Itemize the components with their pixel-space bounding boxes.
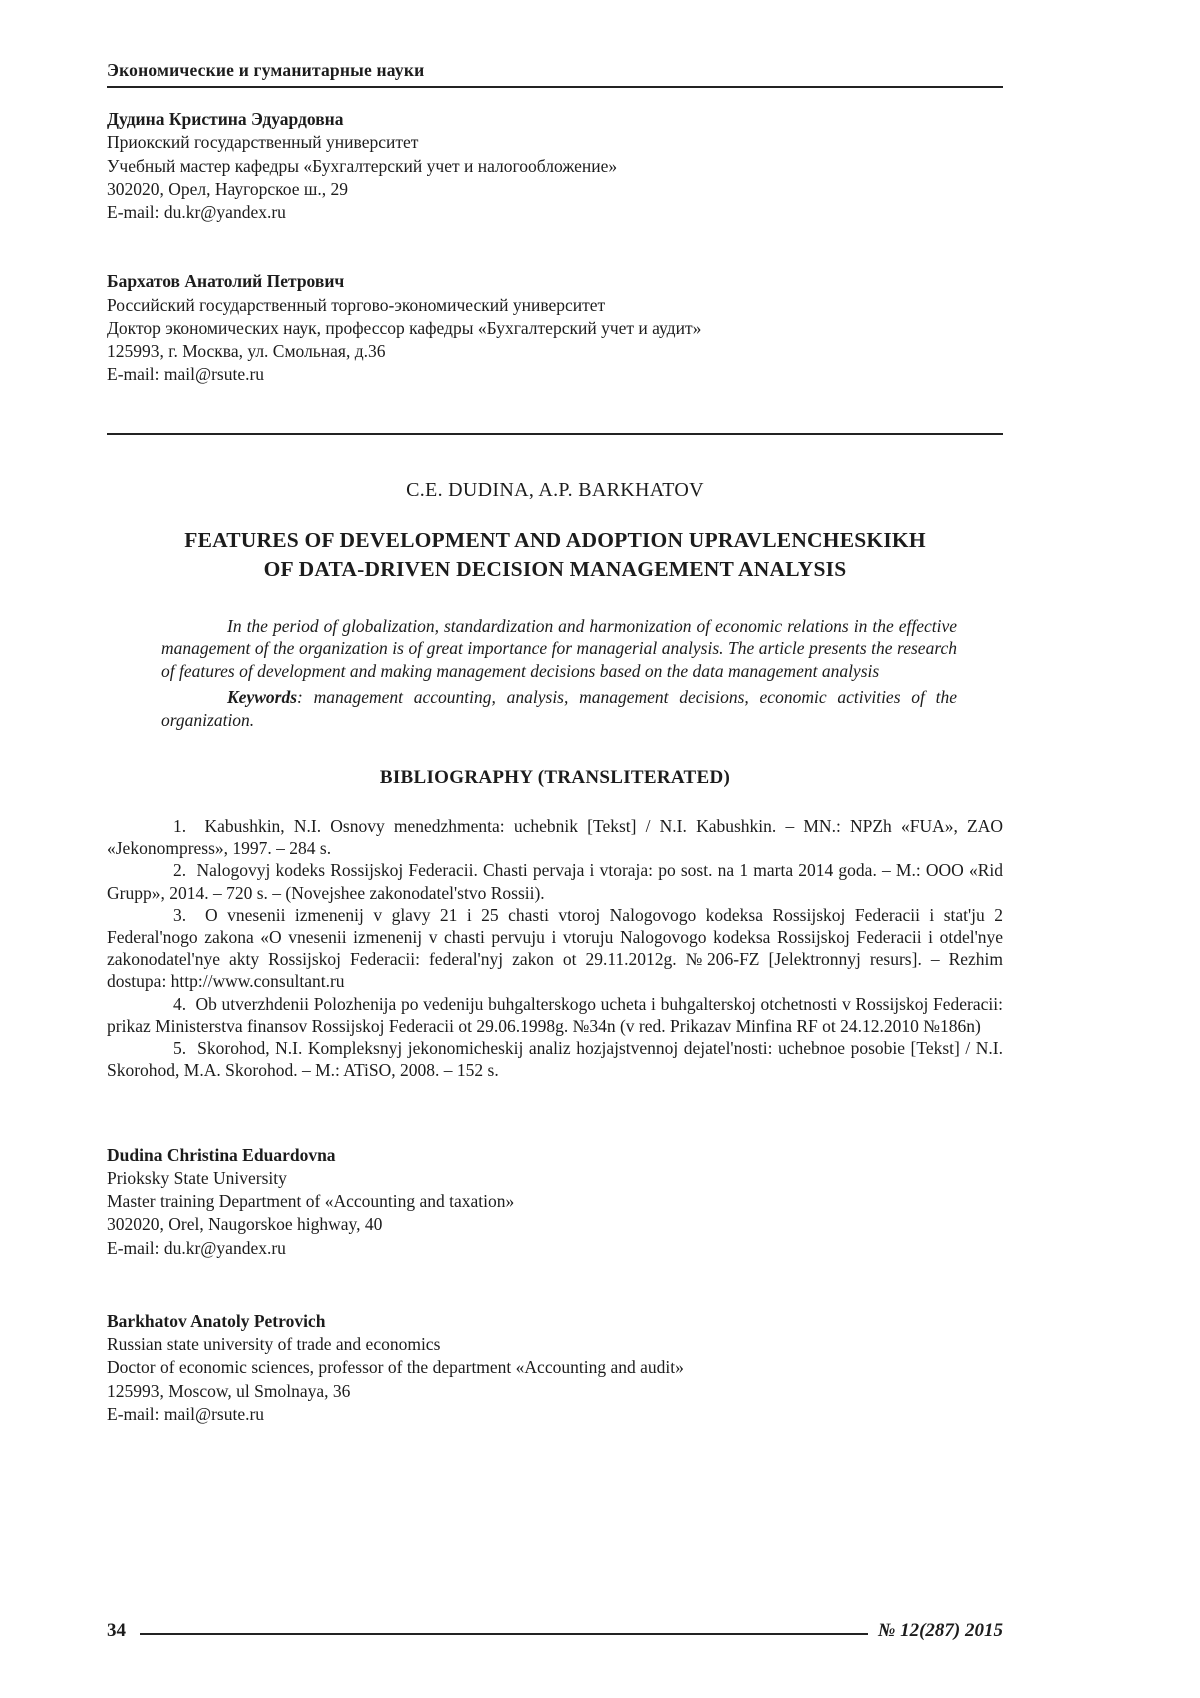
author-email: E-mail: mail@rsute.ru [107,364,265,385]
running-title: Экономические и гуманитарные науки [107,60,425,80]
article-title [107,526,1003,585]
author-block-ru-2 [107,270,1003,386]
abstract [161,615,957,731]
page-number: 34 [107,1620,126,1641]
author-email: E-mail: du.kr@yandex.ru [107,1237,286,1258]
article-title-line-1: FEATURES OF DEVELOPMENT AND ADOPTION UPRAVLENCHESKIKH [184,527,926,552]
bibliography-item-4: 4. Ob utverzhdenii Polozhenija po vedeniju buhgalterskogo ucheta i buhgalterskoj otchetnosti v Rossijskoj Federacii: prikaz Ministerstva finansov Rossijskoj Federacii ot 29.06.1998g. №34n (v red. Prikazav Minfina RF ot 24.12.2010 №186n) [107,993,1003,1036]
author-block-en-1 [107,1144,1003,1260]
author-position: Доктор экономических наук, профессор кафедры «Бухгалтерский учет и аудит» [107,317,702,338]
author-name: Dudina Christina Eduardovna [107,1144,336,1165]
abstract-text: In the period of globalization, standardization and harmonization of economic relations in the effective management of the organization is of great importance for managerial analysis. The article presents the research of features of development and making management decisions based on the data management analysis [161,615,957,681]
article-title-line-2: OF DATA-DRIVEN DECISION MANAGEMENT ANALYSIS [263,557,847,582]
author-name: Дудина Кристина Эдуардовна [107,109,344,129]
bibliography-item-2: 2. Nalogovyj kodeks Rossijskoj Federacii. Chasti pervaja i vtoraja: po sost. na 1 marta 2014 goda. – M.: OOO «Rid Grupp», 2014. – 720 s. – (Novejshee zakonodatel'stvo Rossii). [107,860,1003,903]
author-position: Doctor of economic sciences, professor of the department «Accounting and audit» [107,1357,684,1378]
author-email: E-mail: mail@rsute.ru [107,1403,265,1424]
bibliography-item-1: 1. Kabushkin, N.I. Osnovy menedzhmenta: uchebnik [Tekst] / N.I. Kabushkin. – MN.: NPZh «FUA», ZAO «Jekonompress», 1997. – 284 s. [107,815,1003,859]
author-affiliation: Russian state university of trade and economics [107,1334,441,1355]
author-address: 125993, Moscow, ul Smolnaya, 36 [107,1380,351,1401]
bibliography-heading: BIBLIOGRAPHY (TRANSLITERATED) [379,766,731,788]
author-affiliation: Prioksky State University [107,1167,287,1188]
article-authors-line: C.E. DUDINA, A.P. BARKHATOV [406,478,704,501]
issue-number: № 12(287) 2015 [877,1620,1003,1641]
author-affiliation: Приокский государственный университет [107,132,419,153]
keywords-line [161,686,957,731]
author-email: E-mail: du.kr@yandex.ru [107,202,286,223]
author-address: 302020, Орел, Наугорское ш., 29 [107,178,348,199]
keywords-label: Keywords [227,687,297,708]
author-block-en-2 [107,1310,1003,1426]
author-position: Учебный мастер кафедры «Бухгалтерский учет и налогообложение» [107,155,618,176]
section-divider [107,433,1003,435]
author-address: 302020, Orel, Naugorskoe highway, 40 [107,1214,383,1235]
author-name: Barkhatov Anatoly Petrovich [107,1310,326,1331]
footer-rule [140,1633,868,1635]
bibliography-list [107,815,1003,1082]
author-name: Бархатов Анатолий Петрович [107,271,345,292]
bibliography-item-3: 3. O vnesenii izmenenij v glavy 21 i 25 chasti vtoroj Nalogovogo kodeksa Rossijskoj Federacii i stat'ju 2 Federal'nogo zakona «O vnesenii izmenenij v chasti pervuju i vtoruju Nalogovogo kodeksa Rossijskoj Federacii i otdel'nye zakonodatel'nye akty Rossijskoj Federacii: federal'nyj zakon ot 29.11.2012g. №206-FZ [Jelektronnyj resurs]. – Rezhim dostupa: http://www.consultant.ru [107,904,1003,992]
keywords-text: : management accounting, analysis, management decisions, economic activities of the organization. [161,687,957,730]
running-head [107,60,1003,88]
author-position: Master training Department of «Accounting and taxation» [107,1191,515,1212]
author-block-ru-1 [107,108,1003,224]
author-affiliation: Российский государственный торгово-экономический университет [107,294,606,315]
page-footer [107,1620,1003,1642]
bibliography-item-5: 5. Skorohod, N.I. Kompleksnyj jekonomicheskij analiz hozjajstvennoj dejatel'nosti: uchebnoe posobie [Tekst] / N.I. Skorohod, M.A. Skorohod. – M.: ATiSO, 2008. – 152 s. [107,1038,1003,1081]
author-address: 125993, г. Москва, ул. Смольная, д.36 [107,341,386,362]
